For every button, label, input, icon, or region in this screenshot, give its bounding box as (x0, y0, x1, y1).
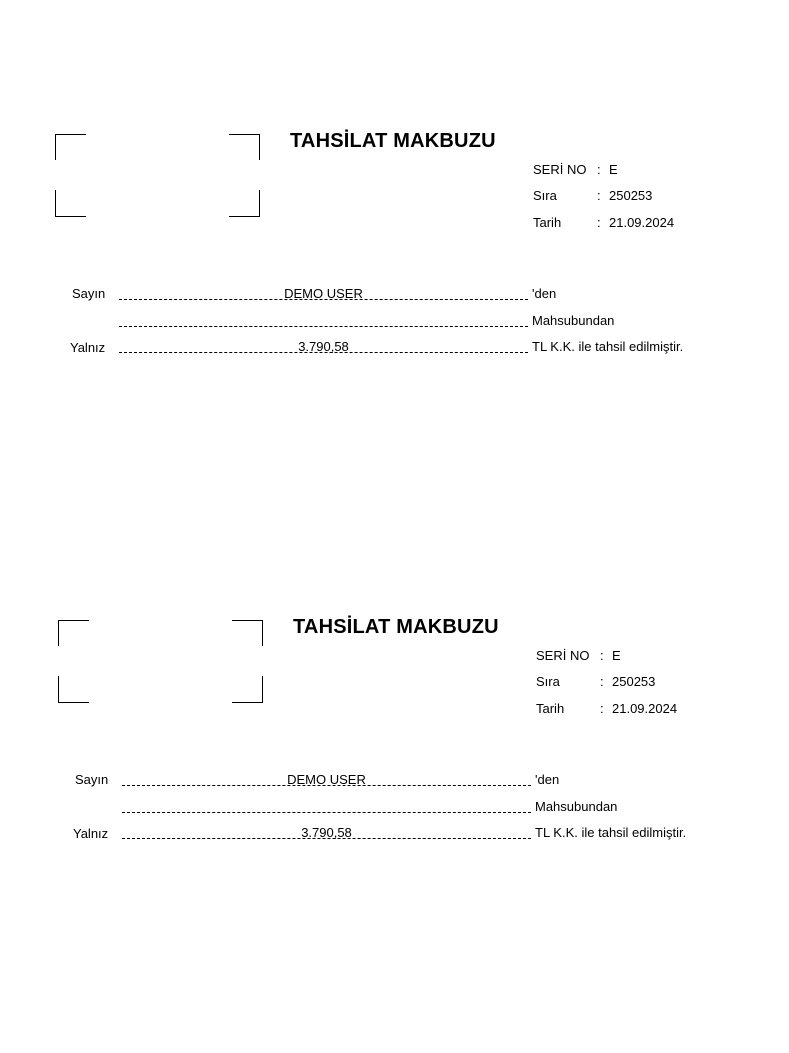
logo-frame-corner-top-left (55, 134, 86, 160)
date-value: 21.09.2024 (609, 215, 675, 230)
sequence-colon: : (600, 674, 604, 689)
description-dotted-line (119, 326, 528, 327)
logo-frame-corner-bottom-right (232, 676, 263, 703)
serial-label: SERİ NO (533, 162, 587, 177)
amount-value: 3.790,58 (298, 339, 349, 354)
mahsubundan-text: Mahsubundan (535, 799, 618, 814)
date-colon: : (597, 215, 601, 230)
serial-colon: : (600, 648, 604, 663)
sequence-colon: : (597, 188, 601, 203)
den-suffix: 'den (535, 772, 560, 787)
logo-frame-corner-top-left (58, 620, 89, 646)
yalniz-label: Yalnız (73, 826, 109, 841)
receipt-2 (3, 486, 789, 841)
payer-name: DEMO USER (287, 772, 366, 787)
sayin-label: Sayın (72, 286, 106, 301)
logo-frame-corner-bottom-left (58, 676, 89, 703)
serial-value: E (612, 648, 621, 663)
logo-frame-corner-bottom-right (229, 190, 260, 217)
payer-name: DEMO USER (284, 286, 363, 301)
date-value: 21.09.2024 (612, 701, 678, 716)
serial-label: SERİ NO (536, 648, 590, 663)
den-suffix: 'den (532, 286, 557, 301)
sequence-label: Sıra (536, 674, 560, 689)
mahsubundan-text: Mahsubundan (532, 313, 615, 328)
tl-collected-text: TL K.K. ile tahsil edilmiştir. (532, 339, 684, 354)
tl-collected-text: TL K.K. ile tahsil edilmiştir. (535, 825, 687, 840)
logo-frame-corner-top-right (232, 620, 263, 646)
yalniz-label: Yalnız (70, 340, 106, 355)
logo-frame-corner-top-right (229, 134, 260, 160)
logo-frame-corner-bottom-left (55, 190, 86, 217)
serial-value: E (609, 162, 618, 177)
serial-colon: : (597, 162, 601, 177)
description-dotted-line (122, 812, 531, 813)
date-colon: : (600, 701, 604, 716)
sequence-value: 250253 (609, 188, 653, 203)
receipt-1 (0, 0, 789, 355)
sequence-value: 250253 (612, 674, 656, 689)
amount-value: 3.790,58 (301, 825, 352, 840)
receipt-title: TAHSİLAT MAKBUZU (290, 130, 496, 152)
date-label: Tarih (536, 701, 565, 716)
sequence-label: Sıra (533, 188, 557, 203)
date-label: Tarih (533, 215, 562, 230)
sayin-label: Sayın (75, 772, 109, 787)
receipt-title: TAHSİLAT MAKBUZU (293, 616, 499, 638)
